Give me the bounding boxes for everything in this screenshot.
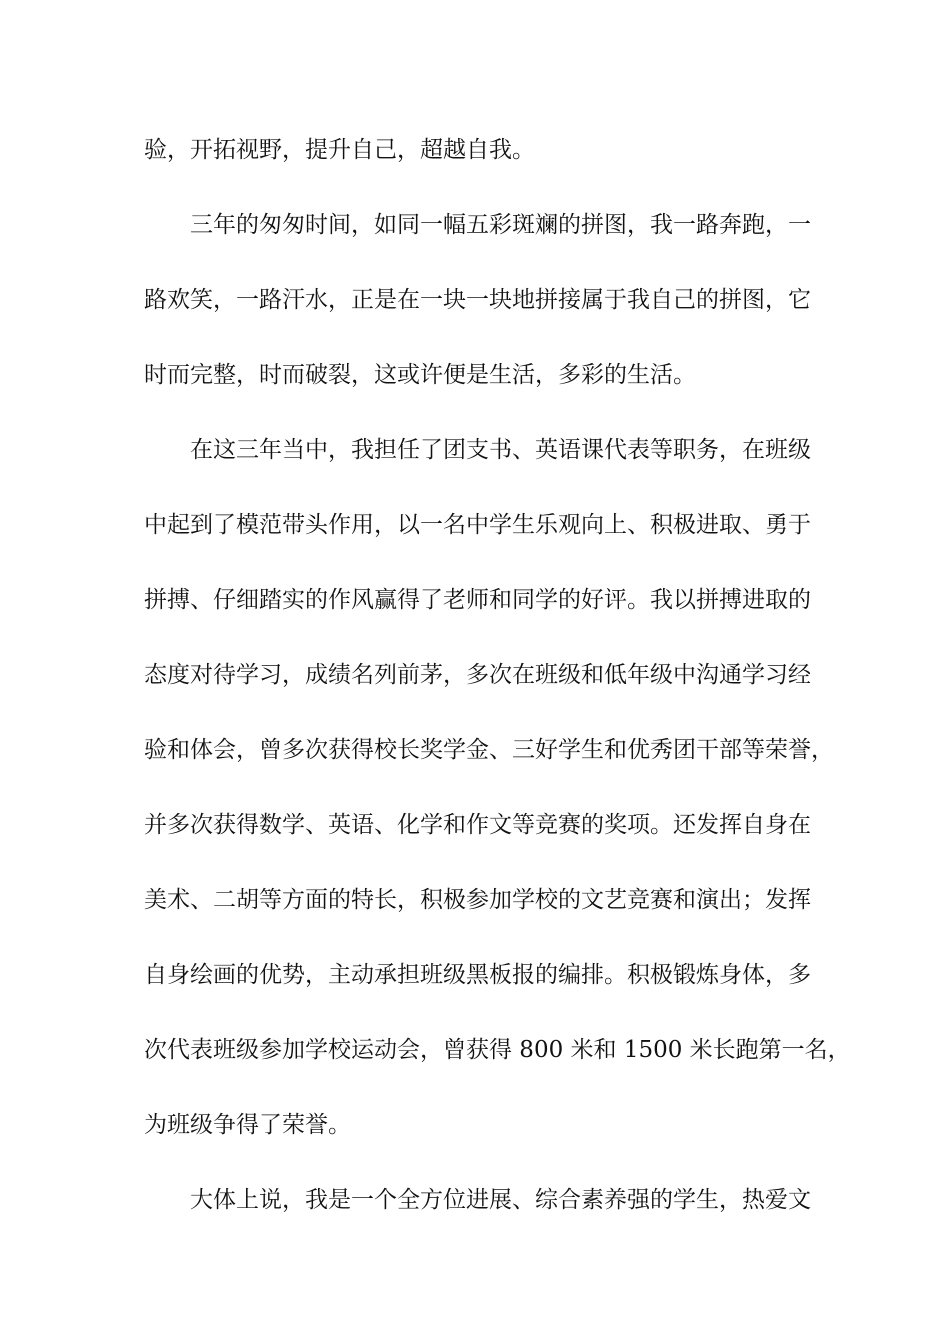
paragraph-first-line: 在这三年当中，我担任了团支书、英语课代表等职务，在班级 <box>190 437 811 463</box>
text-line: 为班级争得了荣誉。 <box>144 1112 351 1138</box>
text-line: 态度对待学习，成绩名列前茅，多次在班级和低年级中沟通学习经 <box>144 662 811 688</box>
text-line: 拼搏、仔细踏实的作风赢得了老师和同学的好评。我以拼搏进取的 <box>144 587 811 613</box>
text-line: 验和体会，曾多次获得校长奖学金、三好学生和优秀团干部等荣誉， <box>144 737 834 763</box>
paragraph-first-line: 三年的匆匆时间，如同一幅五彩斑斓的拼图，我一路奔跑，一 <box>190 212 811 238</box>
text-line: 验，开拓视野，提升自己，超越自我。 <box>144 137 535 163</box>
text-line: 中起到了模范带头作用，以一名中学生乐观向上、积极进取、勇于 <box>144 512 811 538</box>
text-line: 次代表班级参加学校运动会，曾获得 800 米和 1500 米长跑第一名， <box>144 1037 851 1063</box>
text-line: 自身绘画的优势，主动承担班级黑板报的编排。积极锻炼身体，多 <box>144 962 811 988</box>
body-text <box>144 126 851 1251</box>
text-line: 美术、二胡等方面的特长，积极参加学校的文艺竞赛和演出；发挥 <box>144 887 811 913</box>
text-line: 时而完整，时而破裂，这或许便是生活，多彩的生活。 <box>144 362 696 388</box>
text-line: 路欢笑，一路汗水，正是在一块一块地拼接属于我自己的拼图，它 <box>144 287 811 313</box>
text-line: 并多次获得数学、英语、化学和作文等竞赛的奖项。还发挥自身在 <box>144 812 811 838</box>
paragraph-first-line: 大体上说，我是一个全方位进展、综合素养强的学生，热爱文 <box>190 1187 811 1213</box>
